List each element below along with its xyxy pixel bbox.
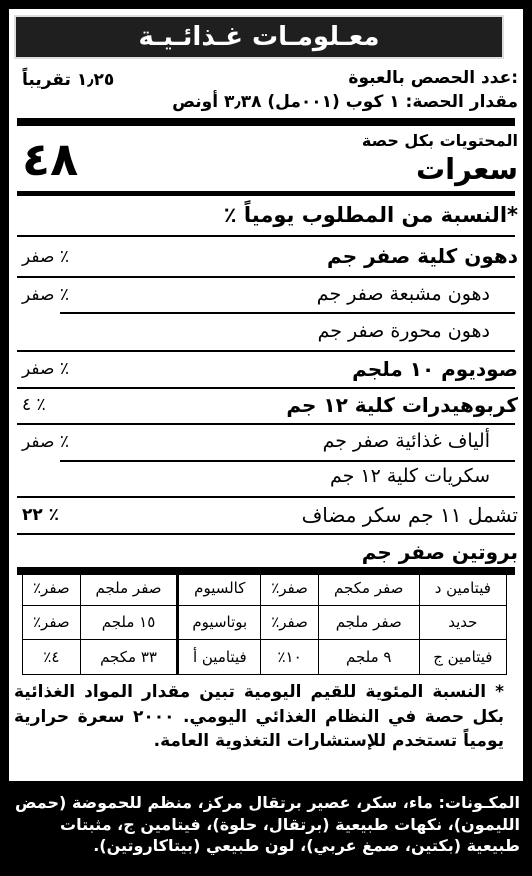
nutrient-dv: صفر ٪ (22, 285, 69, 305)
vitamin-dv: صفر٪ (23, 605, 81, 640)
nutrient-label: تشمل ١١ جم سكر مضاف (301, 503, 518, 527)
divider (17, 496, 515, 498)
nutrient-label: دهون كلية صفر جم (327, 244, 518, 268)
footnote: * النسبة المئوية للقيم اليومية تبين مقدار المواد الغذائية بكل حصة في النظام الغذائي اليومي. ٢٠٠٠ سعرة حرارية يومياً تستخدم للإستشارات التغذوية العامة. (14, 682, 504, 752)
vitamin-name: كالسيوم (178, 571, 261, 606)
vitamin-amount: ١٥ ملجم (80, 605, 178, 640)
vitamin-amount: ٩ ملجم (318, 640, 419, 675)
nutrient-label: بروتين صفر جم (361, 540, 518, 564)
vitamin-amount: صفر ملجم (80, 571, 178, 606)
vitamin-dv: ٤٪ (23, 640, 81, 675)
nutrient-label: سكريات كلية ١٢ جم (329, 465, 490, 487)
nutrient-label: كربوهيدرات كلية ١٢ جم (286, 393, 518, 417)
divider (17, 533, 515, 535)
nutrient-dv: صفر ٪ (22, 247, 69, 267)
vitamin-dv: ١٠٪ (261, 640, 319, 675)
calories-value: ٤٨ (22, 132, 79, 186)
divider (17, 235, 515, 237)
divider (17, 118, 515, 126)
servings-per-container-value: ١٫٢٥ تقريباً (22, 70, 115, 90)
vitamin-dv: صفر٪ (261, 605, 319, 640)
table-row (23, 605, 507, 640)
calories-label: سعرات (415, 152, 518, 186)
ingredients: المكـونات: ماء، سكر، عصير برتقال مركز، منظم للحموضة (حمض الليمون)، نكهات طبيعية (برتقال، حلوة)، فيتامين ج، مثبتات طبيعية (بكتين، صمغ عربي)، لون طبيعي (بيتاكاروتين). (14, 793, 520, 856)
nutrient-dv: ٤ ٪ (22, 395, 46, 415)
nutrient-dv: صفر ٪ (22, 359, 69, 379)
nutrient-label: دهون محورة صفر جم (317, 320, 490, 342)
divider (60, 312, 515, 314)
serving-size: مقدار الحصة: ١ كوب (٠٠١مل) ٣٫٣٨ أونص (172, 92, 518, 112)
divider (17, 276, 515, 278)
daily-value-header: ٪ النسبة من المطلوب يومياً* (223, 203, 518, 227)
divider (17, 350, 515, 352)
vitamin-name: فيتامين ج (419, 640, 506, 675)
vitamin-name: فيتامين د (419, 571, 506, 606)
vitamin-amount: صفر مكجم (318, 571, 419, 606)
vitamin-dv: صفر٪ (23, 571, 81, 606)
nutrition-title: معـلومـات غـذائـيـة (14, 15, 504, 59)
divider (17, 191, 515, 196)
divider (17, 387, 515, 389)
servings-per-container-label: عدد الحصص بالعبوة: (348, 68, 518, 88)
vitamin-name: فيتامين أ (178, 640, 261, 675)
nutrient-label: ألياف غذائية صفر جم (322, 430, 490, 452)
nutrient-dv: صفر ٪ (22, 432, 69, 452)
nutrient-label: صوديوم ١٠ ملجم (352, 357, 518, 381)
vitamin-dv: صفر٪ (261, 571, 319, 606)
nutrient-label: دهون مشبعة صفر جم (316, 283, 490, 305)
amount-per-serving-label: المحتويات بكل حصة (361, 131, 518, 150)
divider (17, 423, 515, 425)
vitamins-table (22, 570, 507, 675)
vitamin-name: بوتاسيوم (178, 605, 261, 640)
table-row (23, 571, 507, 606)
nutrient-dv: ٢٢ ٪ (22, 505, 60, 525)
table-row (23, 640, 507, 675)
vitamin-amount: صفر ملجم (318, 605, 419, 640)
vitamin-name: حديد (419, 605, 506, 640)
vitamin-amount: ٣٣ مكجم (80, 640, 178, 675)
divider (60, 460, 515, 462)
